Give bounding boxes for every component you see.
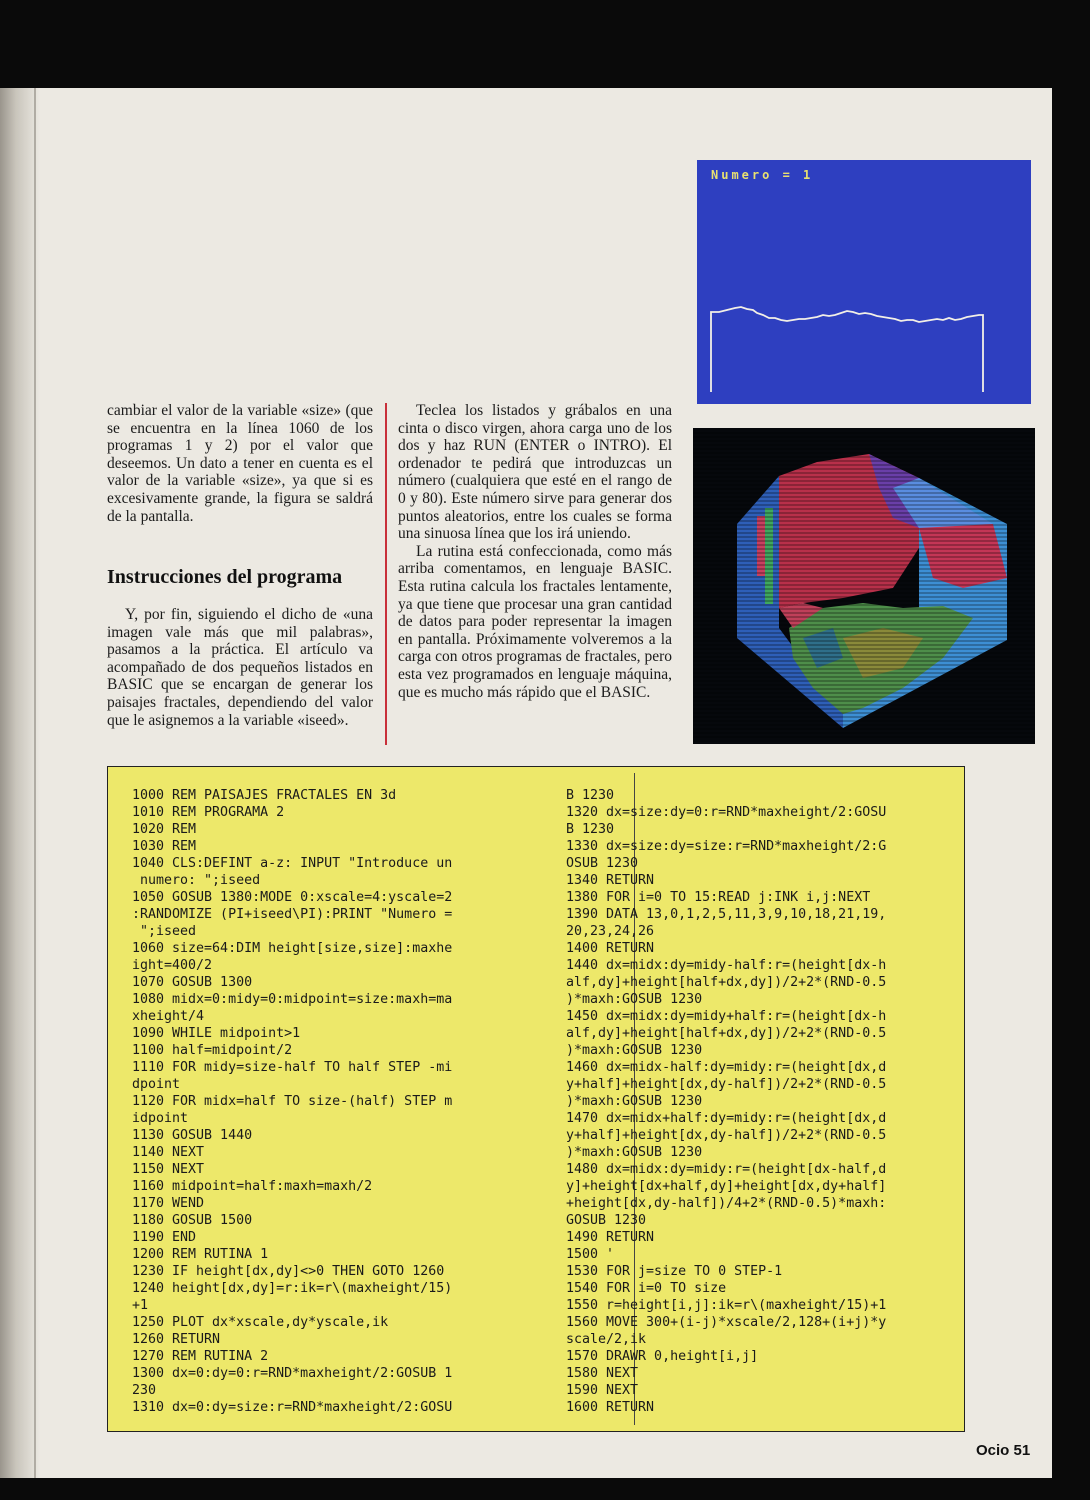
screenshot-fractal-line [697, 160, 1031, 404]
article-column-2 [398, 402, 672, 701]
article-column-1-bottom [107, 606, 373, 729]
basic-listing-box [107, 766, 965, 1432]
fractal-line-graphic [697, 160, 1031, 404]
article-column-1-top [107, 402, 373, 525]
spine-fold-line [34, 88, 36, 1478]
scan-border-bottom [0, 1478, 1090, 1500]
article-paragraph: Y, por fin, siguiendo el dicho de «una imagen vale más que mil palabras», pasamos a la práctica. El artículo va acompañado de dos pequeños listados en BASIC que se encargan de generar los paisajes fractales, dependiendo del valor que le asignemos a la variable «iseed». [107, 606, 373, 729]
article-paragraph: cambiar el valor de la variable «size» (que se encuentra en la línea 1060 de los programas 1 y 2) por el valor que deseemos. Un dato a tener en cuenta es el valor de la variable «size», ya que si es excesivamente grande, la figura se saldrá de la pantalla. [107, 402, 373, 525]
article-paragraph: Teclea los listados y grábalos en una cinta o disco virgen, ahora carga uno de los dos y haz RUN (ENTER o INTRO). El ordenador te pedirá que introduzcas un número (cualquiera que esté en el rango de 0 y 80). Este número sirve para generar dos puntos aleatorios, entre los cuales se forma una sinuosa línea que los irá uniendo. [398, 402, 672, 543]
article-paragraph: La rutina está confeccionada, como más arriba comentamos, en lenguaje BASIC. Esta rutina calcula los fractales lentamente, ya que tiene que procesar una gran cantidad de datos para poder representar la imagen en pantalla. Próximamente volveremos a la carga con otros programas de fractales, pero esta vez programados en lenguaje máquina, que es mucho más rápido que el BASIC. [398, 542, 672, 701]
listing-code-right: B 1230 1320 dx=size:dy=0:r=RND*maxheight/2:GOSU B 1230 1330 dx=size:dy=size:r=RND*maxheight/2:G OSUB 1230 1340 RETURN 1380 FOR i=0 TO 15:READ j:INK i,j:NEXT 1390 DATA 13,0,1,2,5,11,3,9,10,18,21,19, 20,23,24,26 1400 RETURN 1440 dx=midx:dy=midy-half:r=(height[dx-h alf,dy]+height[half+dx,dy])/2+2*(RND-0.5 )*maxh:GOSUB 1230 1450 dx=midx:dy=midy+half:r=(height[dx-h alf,dy]+height[half+dx,dy])/2+2*(RND-0.5 )*maxh:GOSUB 1230 1460 dx=midx-half:dy=midy:r=(height[dx,d y+half]+height[dx,dy-half])/2+2*(RND-0.5 )*maxh:GOSUB 1230 1470 dx=midx+half:dy=midy:r=(height[dx,d y+half]+height[dx,dy-half])/2+2*(RND-0.5 )*maxh:GOSUB 1230 1480 dx=midx:dy=midy:r=(height[dx-half,d y]+height[dx+half,dy]+height[dx,dy+half] +height[dx,dy-half])/4+2*(RND-0.5)*maxh: GOSUB 1230 1490 RETURN 1500 ' 1530 FOR j=size TO 0 STEP-1 1540 FOR i=0 TO size 1550 r=height[i,j]:ik=r\(maxheight/15)+1 1560 MOVE 300+(i-j)*xscale/2,128+(i+j)*y scale/2,ik 1570 DRAWR 0,height[i,j] 1580 NEXT 1590 NEXT 1600 RETURN [566, 788, 887, 1415]
scan-border-right [1052, 88, 1090, 1478]
scan-border-top [0, 0, 1090, 88]
fractal-landscape-graphic [693, 428, 1035, 744]
page-footer-label: Ocio 51 [976, 1442, 1031, 1459]
column-divider-rule [385, 403, 387, 745]
screenshot-fractal-landscape [693, 428, 1035, 744]
listing-code-left: 1000 REM PAISAJES FRACTALES EN 3d 1010 REM PROGRAMA 2 1020 REM 1030 REM 1040 CLS:DEFINT a-z: INPUT "Introduce un numero: ";iseed 1050 GOSUB 1380:MODE 0:xscale=4:yscale=2 :RANDOMIZE (PI+iseed\PI):PRINT "Numero = ";iseed 1060 size=64:DIM height[size,size]:maxhe ight=400/2 1070 GOSUB 1300 1080 midx=0:midy=0:midpoint=size:maxh=ma xheight/4 1090 WHILE midpoint>1 1100 half=midpoint/2 1110 FOR midy=size-half TO half STEP -mi dpoint 1120 FOR midx=half TO size-(half) STEP m idpoint 1130 GOSUB 1440 1140 NEXT 1150 NEXT 1160 midpoint=half:maxh=maxh/2 1170 WEND 1180 GOSUB 1500 1190 END 1200 REM RUTINA 1 1230 IF height[dx,dy]<>0 THEN GOTO 1260 1240 height[dx,dy]=r:ik=r\(maxheight/15) +1 1250 PLOT dx*xscale,dy*yscale,ik 1260 RETURN 1270 REM RUTINA 2 1300 dx=0:dy=0:r=RND*maxheight/2:GOSUB 1 230 1310 dx=0:dy=size:r=RND*maxheight/2:GOSU [132, 788, 453, 1415]
section-heading: Instrucciones del programa [107, 566, 343, 588]
screen-number-label: Numero = 1 [711, 168, 814, 182]
